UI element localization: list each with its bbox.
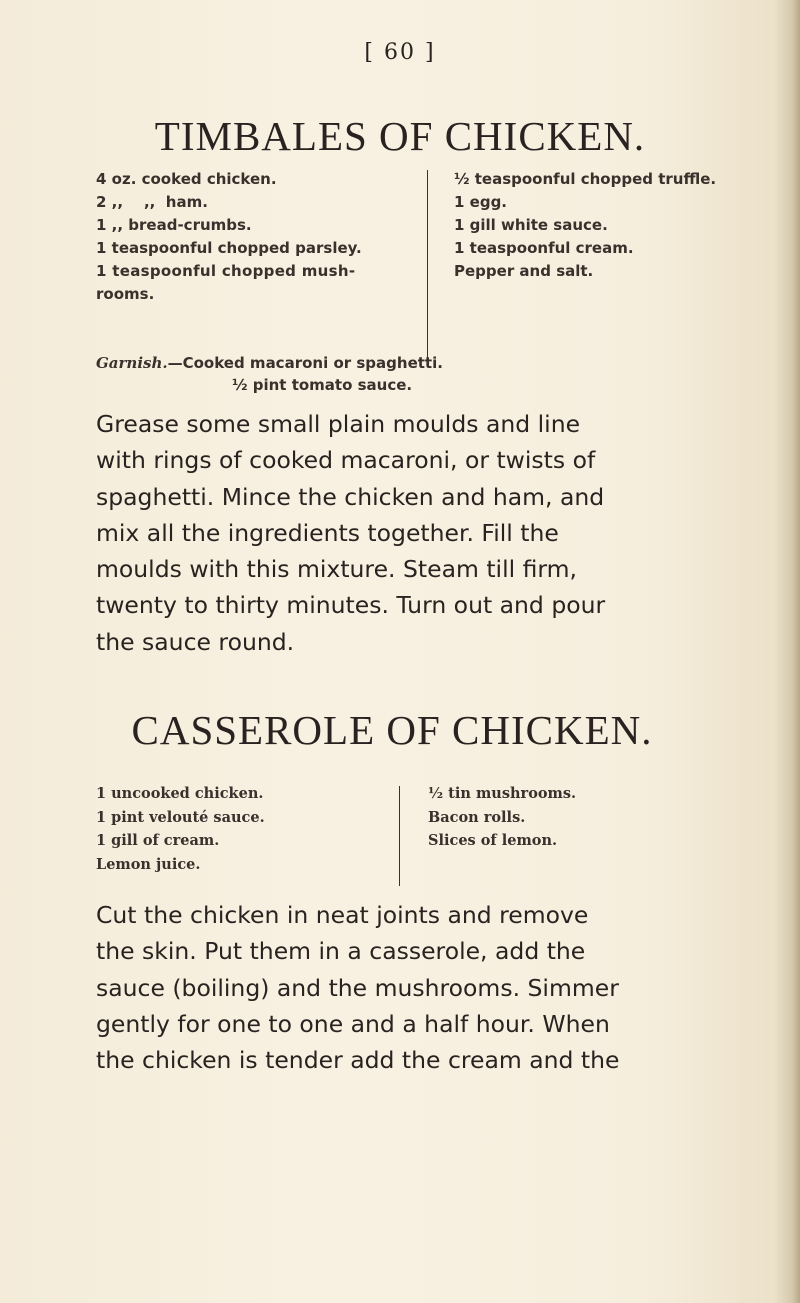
ingredient-item: 1 gill white sauce. — [454, 216, 608, 234]
method-line: twenty to thirty minutes. Turn out and pour — [96, 591, 606, 620]
ingredient-item: ½ teaspoonful chopped truffle. — [454, 170, 717, 188]
garnish-line-2: ½ pint tomato sauce. — [232, 376, 413, 394]
ingredient-item: 2 ,, ,, ham. — [96, 193, 208, 211]
ingredient-item: 1 teaspoonful chopped mush- — [96, 262, 356, 280]
ingredient-item: Pepper and salt. — [454, 262, 594, 280]
method-line: the sauce round. — [96, 627, 295, 656]
page-edge-shadow — [774, 0, 800, 1303]
ingredient-item: 1 pint velouté sauce. — [96, 808, 265, 826]
ingredient-item: 1 gill of cream. — [96, 832, 220, 849]
ingredient-item: 1 uncooked chicken. — [96, 785, 264, 802]
ingredient-item: 1 ,, bread-crumbs. — [96, 216, 252, 234]
ingredient-item: rooms. — [96, 285, 155, 303]
garnish-note — [96, 352, 736, 396]
ingredient-item: 4 oz. cooked chicken. — [96, 170, 277, 188]
ingredient-item: Slices of lemon. — [428, 832, 558, 849]
ingredients-list-right — [428, 782, 728, 853]
garnish-line — [96, 354, 443, 372]
method-paragraph-casserole — [96, 897, 744, 1078]
method-line: sauce (boiling) and the mushrooms. Simmer — [96, 973, 619, 1002]
method-line: moulds with this mixture. Steam till firm, — [96, 555, 578, 584]
column-divider — [427, 170, 428, 358]
method-line: the skin. Put them in a casserole, add the — [96, 937, 586, 966]
method-line: gently for one to one and a half hour. When — [96, 1009, 610, 1038]
ingredient-item: 1 teaspoonful cream. — [454, 239, 634, 257]
method-line: spaghetti. Mince the chicken and ham, and — [96, 482, 605, 511]
ingredient-item: 1 egg. — [454, 193, 508, 211]
garnish-text: —Cooked macaroni or spaghetti. — [167, 354, 443, 372]
ingredients-list-right — [454, 168, 754, 283]
ingredient-item: ½ tin mushrooms. — [428, 785, 577, 802]
method-line: the chicken is tender add the cream and the — [96, 1046, 620, 1075]
method-line: mix all the ingredients together. Fill the — [96, 518, 559, 547]
method-line: Cut the chicken in neat joints and remove — [96, 901, 589, 929]
page-number: [ 60 ] — [364, 40, 436, 65]
ingredient-item: Lemon juice. — [96, 855, 201, 873]
method-line: with rings of cooked macaroni, or twists of — [96, 446, 596, 475]
ingredient-item: Bacon rolls. — [428, 808, 526, 826]
garnish-label: Garnish. — [96, 354, 168, 372]
ingredients-list-left — [96, 168, 426, 306]
recipe-title-timbales: TIMBALES OF CHICKEN. — [154, 113, 646, 159]
method-paragraph-timbales — [96, 406, 744, 660]
ingredients-list-left — [96, 782, 386, 876]
recipe-title-casserole: CASSEROLE OF CHICKEN. — [131, 707, 653, 753]
ingredient-item: 1 teaspoonful chopped parsley. — [96, 239, 362, 257]
column-divider — [399, 786, 400, 886]
method-line: Grease some small plain moulds and line — [96, 410, 581, 438]
